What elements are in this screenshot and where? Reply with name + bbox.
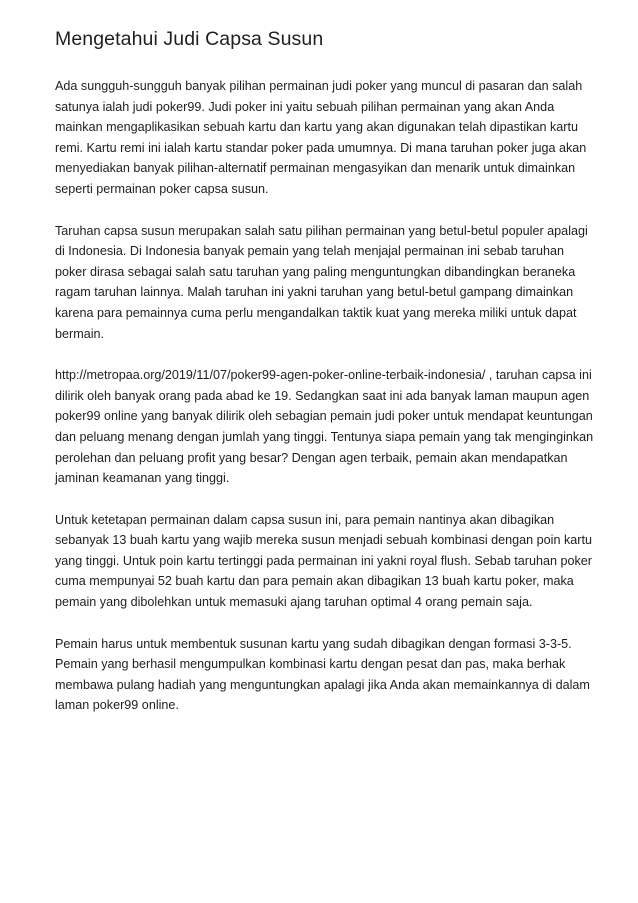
paragraph-5: Pemain harus untuk membentuk susunan kartu yang sudah dibagikan dengan formasi 3-3-5. Pemain yang berhasil mengumpulkan kombinasi kartu dengan pesat dan pas, maka berhak membawa pulang hadiah yang menguntungkan apalagi jika Anda akan memainkannya di dalam laman poker99 online. bbox=[55, 636, 590, 713]
paragraph-3: http://metropaa.org/2019/11/07/poker99-agen-poker-online-terbaik-indonesia/ , taruhan capsa ini dilirik oleh banyak orang pada abad ke 19. Sedangkan saat ini ada banyak laman maupun agen poker99 online yang banyak dilirik oleh sebagian pemain judi poker untuk mendapat keuntungan dan peluang menang dengan jumlah yang tinggi. Tentunya siapa pemain yang tak menginginkan perolehan dan peluang profit yang besar? Dengan agen terbaik, pemain akan mendapatkan jaminan keamanan yang tinggi. bbox=[55, 368, 594, 486]
paragraph-2: Taruhan capsa susun merupakan salah satu pilihan permainan yang betul-betul populer apalagi di Indonesia. Di Indonesia banyak pemain yang telah menjajal permainan ini sebab taruhan poker dirasa sebagai salah satu taruhan yang paling menguntungkan dibandingkan beraneka ragam taruhan lainnya. Malah taruhan ini yakni taruhan yang betul-betul gampang dimainkan karena para pemainnya cuma perlu mengandalkan taktik kuat yang mereka miliki untuk dapat bermain. bbox=[55, 223, 588, 341]
paragraph-1: Ada sungguh-sungguh banyak pilihan permainan judi poker yang muncul di pasaran dan salah satunya ialah judi poker99. Judi poker ini yaitu sebuah pilihan permainan yang akan Anda mainkan mengaplikasikan sebuah kartu dan kartu yang akan digunakan telah dipastikan kartu remi. Kartu remi ini ialah kartu standar poker pada umumnya. Di mana taruhan poker juga akan menyediakan banyak pilihan-alternatif permainan mengasyikan dan menarik untuk dimainkan seperti permainan poker capsa susun. bbox=[55, 79, 587, 196]
document-title: Mengetahui Judi Capsa Susun bbox=[55, 28, 324, 50]
paragraph-4: Untuk ketetapan permainan dalam capsa susun ini, para pemain nantinya akan dibagikan sebanyak 13 buah kartu yang wajib mereka susun menjadi sebuah kombinasi dengan poin kartu yang tinggi. Untuk poin kartu tertinggi pada permainan ini yakni royal flush. Sebab taruhan poker cuma mempunyai 52 buah kartu dan para pemain akan dibagikan 13 buah kartu poker, maka pemain yang dibolehkan untuk memasuki ajang taruhan optimal 4 orang pemain saja. bbox=[55, 512, 592, 610]
